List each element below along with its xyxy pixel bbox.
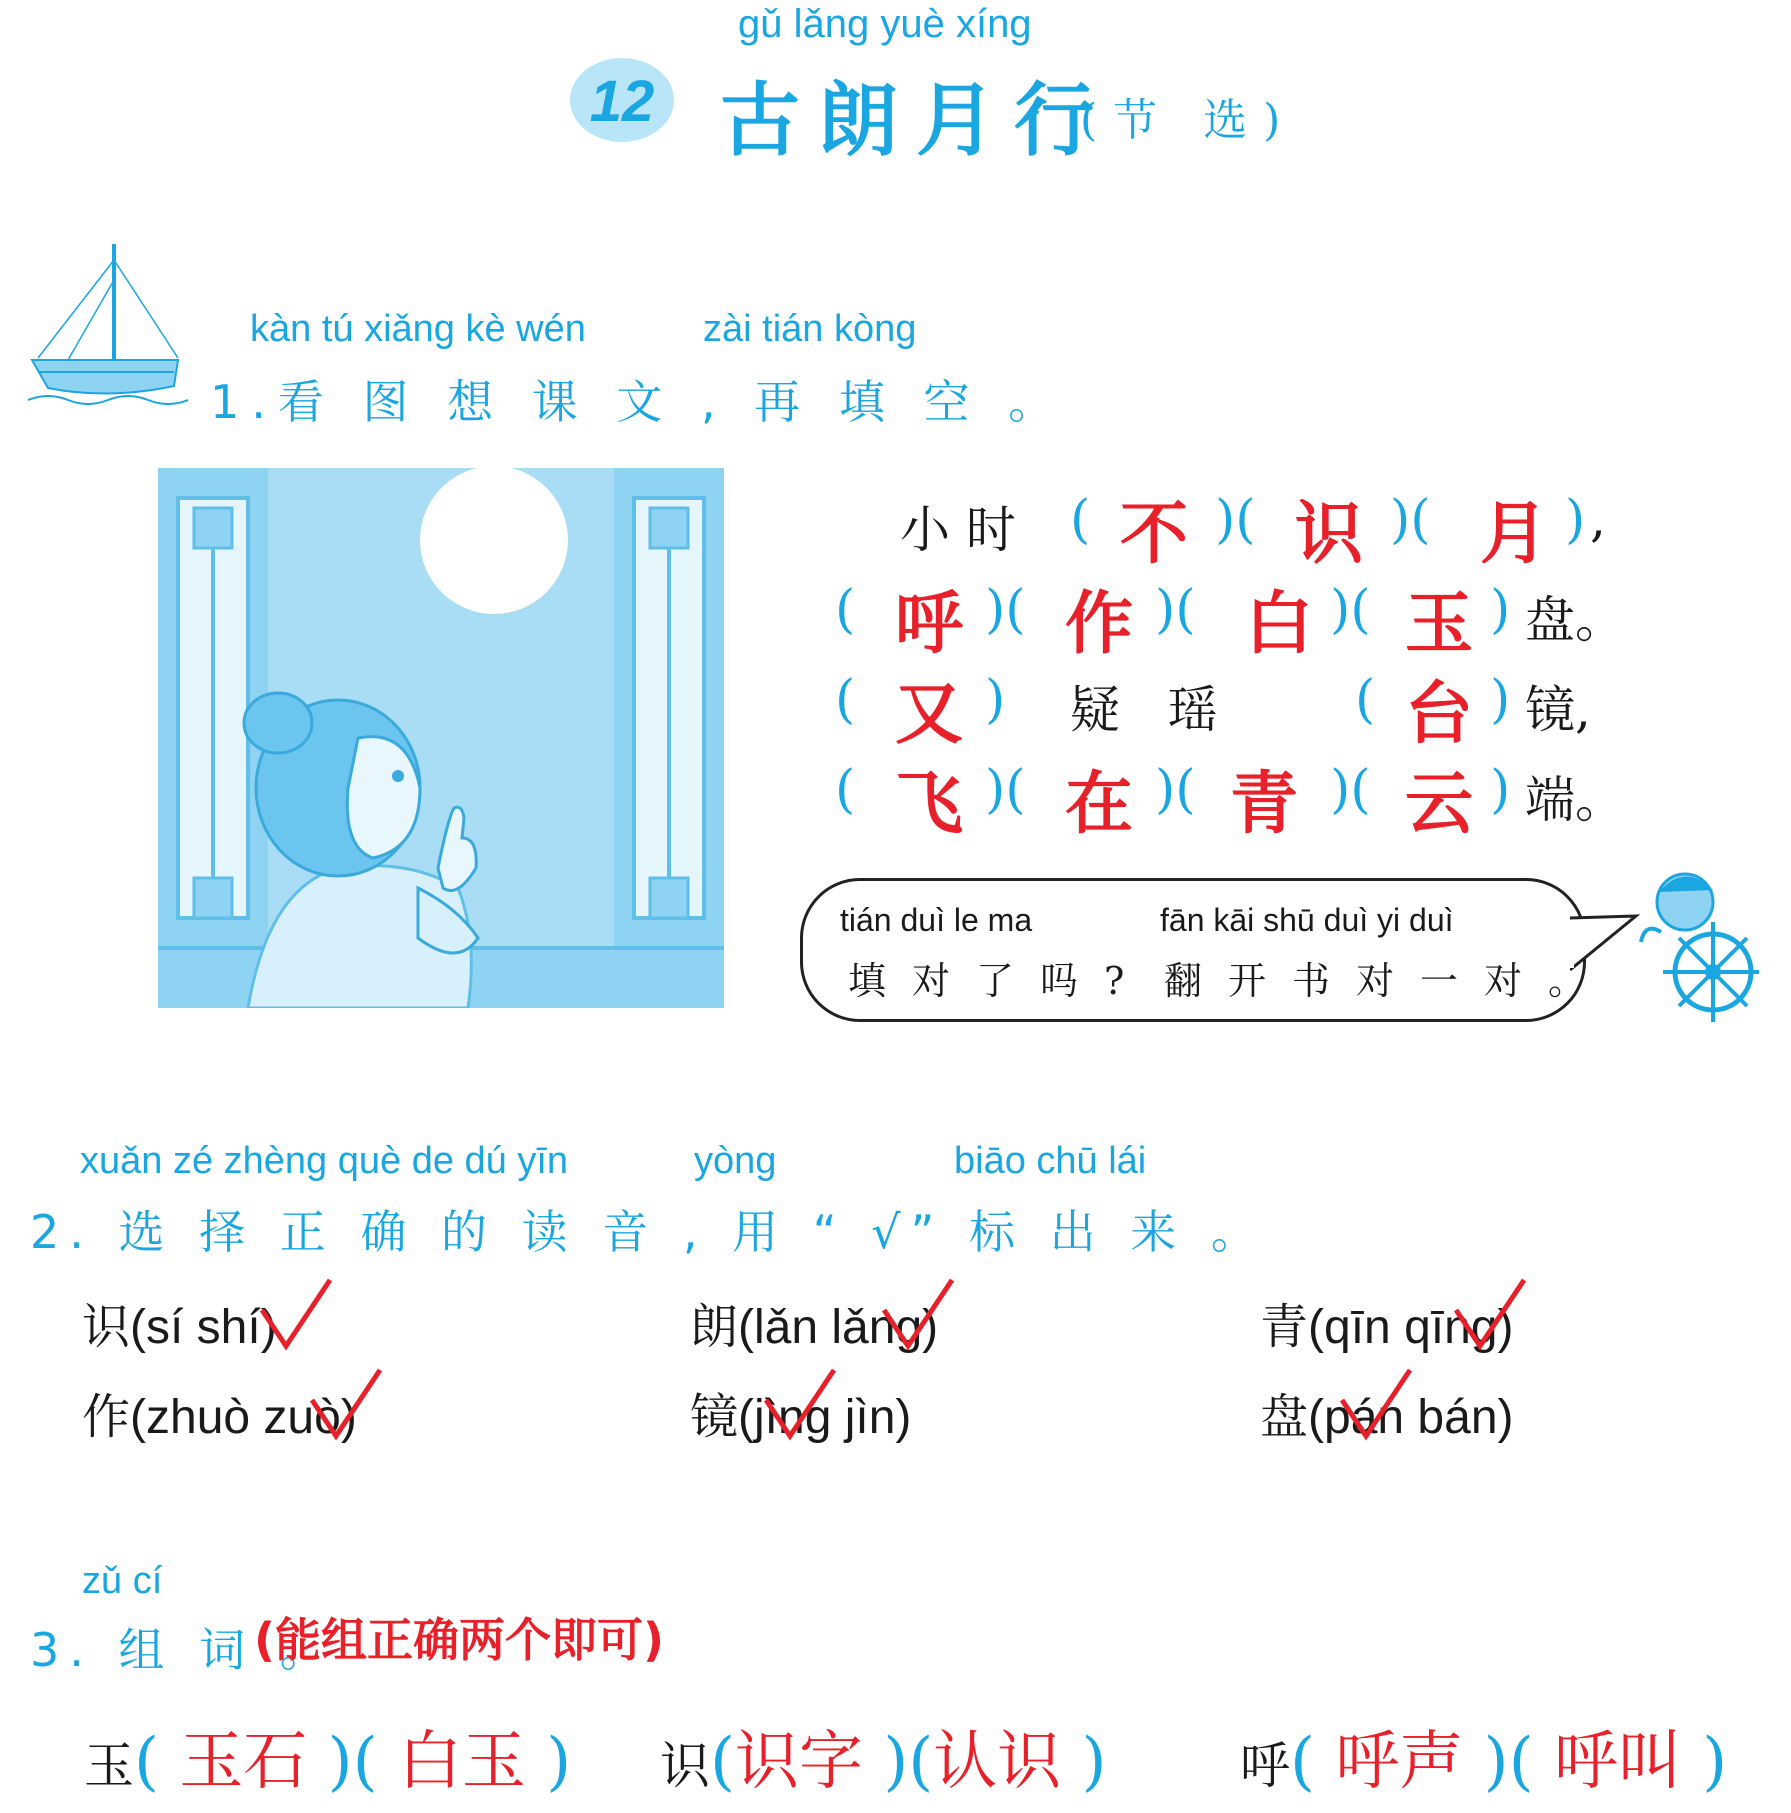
word-group: 识(识字 )(认识 ) (660, 1725, 1107, 1799)
section2-pinyin-a: xuǎn zé zhèng què de dú yīn (80, 1140, 569, 1182)
poem-answer: 玉 (1405, 584, 1474, 664)
sailor-boy-icon (1635, 862, 1759, 1022)
title-pinyin: gǔ lǎng yuè xíng (738, 2, 1032, 46)
section2-pinyin-b: yòng (694, 1140, 777, 1182)
poem-line-1: 小 时 ( 不 )( 识 )( 月 ) , (835, 480, 1615, 570)
poem-answer: 云 (1405, 764, 1474, 844)
section2-pinyin-c: biāo chū lái (954, 1140, 1147, 1182)
pinyin-choice: 朗(lǎn lǎng) (690, 1299, 939, 1355)
poem-text: 镜, (1525, 681, 1591, 739)
poem-line-4: ( 飞 )( 在 )( 青 )( 云 ) 端。 (835, 750, 1615, 840)
section3-note: (能组正确两个即可) (254, 1613, 665, 1667)
pinyin-choice: 盘(pán bán) (1260, 1389, 1514, 1445)
poem-answer: 又 (895, 674, 964, 754)
checkmark-icon (306, 1366, 386, 1442)
sailboat-icon (28, 240, 188, 420)
poem-text: , (1590, 490, 1606, 548)
bubble-text-b: 翻开书对一对。 (1164, 959, 1613, 1003)
bubble-pinyin-b: fān kāi shū duì yi duì (1160, 902, 1454, 938)
poem-answer: 在 (1065, 764, 1134, 844)
checkmark-icon (1336, 1366, 1416, 1442)
section3-pinyin: zǔ cí (82, 1560, 163, 1602)
poem-answer: 白 (1245, 584, 1314, 664)
bubble-pinyin-a: tián duì le ma (840, 902, 1033, 938)
poem-answer: 飞 (895, 764, 964, 844)
bubble-text-a: 填对了吗? (848, 959, 1151, 1003)
page-subtitle: (节 选) (1080, 95, 1297, 146)
poem-answer: 月 (1480, 494, 1549, 574)
lesson-number: 12 (589, 69, 655, 134)
pinyin-choice: 镜(jìng jìn) (690, 1389, 912, 1445)
poem-line-3: ( 又 ) 疑 瑶 ( 台 ) 镜, (835, 660, 1615, 750)
checkmark-icon (878, 1276, 958, 1352)
poem-answer: 作 (1065, 584, 1134, 664)
lesson-number-badge (570, 58, 674, 142)
poem-text: 盘。 (1525, 591, 1625, 649)
pinyin-choice: 识(sí shí) (82, 1299, 277, 1355)
page-title: 古朗月行 (720, 73, 1112, 167)
moon-window-illustration (158, 468, 724, 1008)
checkmark-icon (760, 1366, 840, 1442)
poem-text: 疑 瑶 (1070, 681, 1218, 739)
poem-answer: 识 (1295, 494, 1364, 574)
poem-answer: 呼 (895, 584, 964, 664)
section1-heading: 1.看 图 想 课 文 , 再 填 空 。 (210, 375, 1067, 429)
checkmark-icon (1450, 1276, 1530, 1352)
section1-pinyin-b: zài tián kòng (703, 308, 917, 350)
section1-pinyin-a: kàn tú xiǎng kè wén (250, 308, 586, 350)
word-group: 呼( 呼声 )( 呼叫 ) (1240, 1725, 1728, 1799)
section3-heading: 3. 组 词 。 (30, 1623, 336, 1677)
poem-answer: 青 (1230, 764, 1299, 844)
poem-answer: 台 (1405, 674, 1474, 754)
poem-line-2: ( 呼 )( 作 )( 白 )( 玉 ) 盘。 (835, 570, 1615, 660)
checkmark-icon (256, 1276, 336, 1352)
poem-answer: 不 (1120, 494, 1189, 574)
poem-text: 端。 (1525, 771, 1625, 829)
word-group: 玉( 玉石 )( 白玉 ) (84, 1725, 572, 1799)
section2-heading: 2. 选 择 正 确 的 读 音 , 用 “ √” 标 出 来 。 (30, 1205, 1267, 1259)
pinyin-choice: 青(qīn qīng) (1260, 1299, 1514, 1355)
pinyin-choice: 作(zhuò zuò) (82, 1389, 357, 1445)
poem-text: 小 时 (900, 501, 1016, 559)
